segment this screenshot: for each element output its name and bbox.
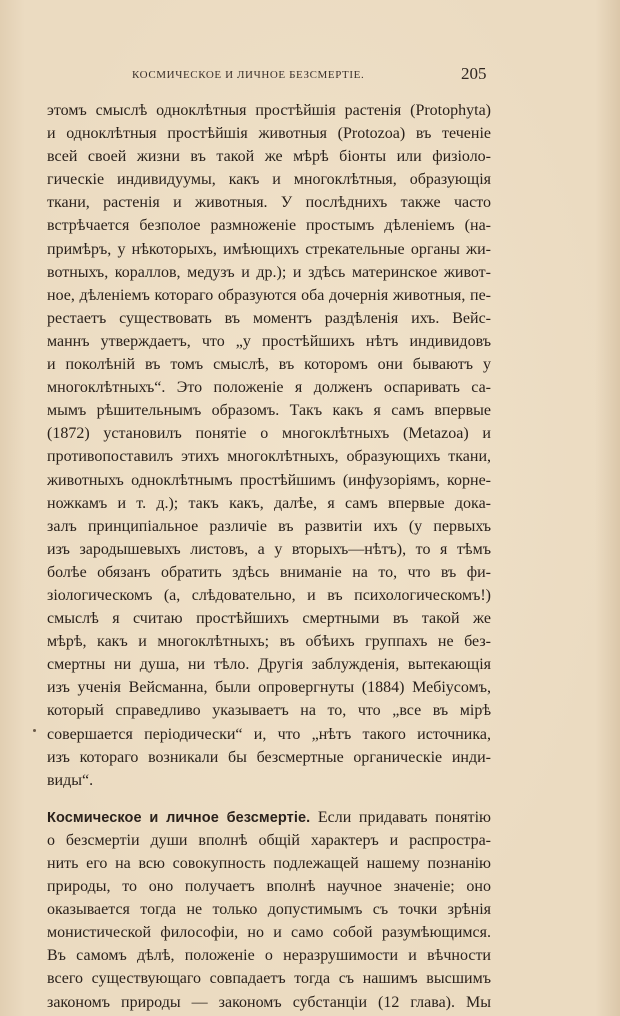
text-line: встрѣчается безполое размноженіе простымъ дѣленіемъ (на- <box>47 217 491 235</box>
text-line: всей своей жизни въ такой же мѣрѣ біонты или физіоло- <box>47 148 491 166</box>
text-line: закономъ природы — закономъ субстанціи (12 глава). Мы <box>47 993 491 1011</box>
margin-dot-mark <box>33 729 36 732</box>
text-line: изъ ученія Вейсманна, были опровергнуты (1884) Мебіусомъ, <box>47 679 491 697</box>
text-line: изъ зародышевыхъ листовъ, а у вторыхъ—нѣтъ), то я тѣмъ <box>47 540 491 558</box>
page-number: 205 <box>461 64 487 83</box>
text-line: мымъ рѣшительнымъ образомъ. Такъ какъ я самъ впервые <box>47 402 491 420</box>
paragraph-1 <box>47 99 491 792</box>
section-first-line <box>47 806 491 829</box>
text-line: противопоставилъ этихъ многоклѣтныхъ, образующихъ ткани, <box>47 448 491 466</box>
text-line: ткани, растенія и животныя. У послѣднихъ также часто <box>47 194 491 212</box>
text-line: (1872) установилъ понятіе о многоклѣтныхъ (Metazoa) и <box>47 425 491 443</box>
text-line: смертны ни душа, ни тѣло. Другія заблужденія, вытекающія <box>47 656 491 674</box>
text-line: монистической философіи, но и само собой разумѣющимся. <box>47 924 491 942</box>
section-title: Космическое и личное безсмертіе. <box>47 809 311 826</box>
text-line: всего существующаго совпадаетъ тогда съ нашимъ высшимъ <box>47 970 491 988</box>
text-line: оказывается тогда не только допустимымъ съ точки зрѣнія <box>47 901 491 919</box>
text-line: зіологическомъ (а, слѣдовательно, и въ психологическомъ!) <box>47 586 491 604</box>
text-line: ножкамъ и т. д.); такъ какъ, далѣе, я самъ впервые дока- <box>47 494 491 512</box>
text-line: совершается періодически“ и, что „нѣтъ такого источника, <box>47 725 491 743</box>
text-line: вотныхъ, кораллов, медузъ и др.); и здѣсь материнское живот- <box>47 263 491 281</box>
paragraph-gap <box>47 792 491 806</box>
text-line: виды“. <box>47 771 94 789</box>
text-line: этомъ смыслѣ одноклѣтныя простѣйшія растенія (Protophyta) <box>47 102 491 119</box>
text-line: примѣръ, у нѣкоторыхъ, имѣющихъ стрекательные органы жи- <box>47 240 491 258</box>
text-line: животныхъ одноклѣтнымъ простѣйшимъ (инфузоріямъ, корне- <box>47 471 491 489</box>
page-header <box>0 64 620 86</box>
text-line: Въ самомъ дѣлѣ, положеніе о неразрушимости и вѣчности <box>47 947 491 965</box>
section-paragraph <box>47 806 491 1014</box>
text-line: смыслѣ я считаю простѣйшихъ смертными въ такой же <box>47 610 491 628</box>
text-line: залъ принципіальное различіе въ развитіи ихъ (у первыхъ <box>47 517 491 535</box>
text-line: который справедливо указываетъ на то, что „все въ мірѣ <box>47 702 491 720</box>
text-line: болѣе обязанъ обратить здѣсь вниманіе на то, что въ фи- <box>47 563 491 581</box>
text-line: изъ котораго возникали бы безсмертные органическіе инди- <box>47 748 491 766</box>
text-line: нить его на всю совокупность подлежащей нашему познанію <box>47 855 491 872</box>
text-line: и одноклѣтныя простѣйшія животныя (Protozoa) въ теченіе <box>47 125 491 143</box>
text-line: гическіе индивидуумы, какъ и многоклѣтныя, образующія <box>47 171 491 189</box>
text-line: ное, дѣленіемъ котораго образуются оба дочернія животныя, пе- <box>47 286 491 304</box>
text-line: природы, то оно получаетъ вполнѣ научное значеніе; оно <box>47 878 491 896</box>
text-line: и поколѣній въ томъ смыслѣ, въ которомъ они бываютъ у <box>47 356 491 374</box>
text-line: рестаетъ существовать въ моментъ раздѣленія ихъ. Вейс- <box>47 309 491 327</box>
text-line: о безсмертіи души вполнѣ общій характеръ и распростра- <box>47 831 491 849</box>
body-text <box>47 99 491 1014</box>
section-first-line-rest: Если придавать понятію <box>317 808 492 826</box>
text-line: многоклѣтныхъ“. Это положеніе я долженъ оспаривать са- <box>47 379 491 397</box>
text-line: маннъ утверждаетъ, что „у простѣйшихъ нѣтъ индивидовъ <box>47 332 491 350</box>
text-line: мѣрѣ, какъ и многоклѣтныхъ; въ обѣихъ группахъ не без- <box>47 633 491 651</box>
running-title: КОСМИЧЕСКОЕ И ЛИЧНОЕ БЕЗСМЕРТІЕ. <box>132 69 365 81</box>
